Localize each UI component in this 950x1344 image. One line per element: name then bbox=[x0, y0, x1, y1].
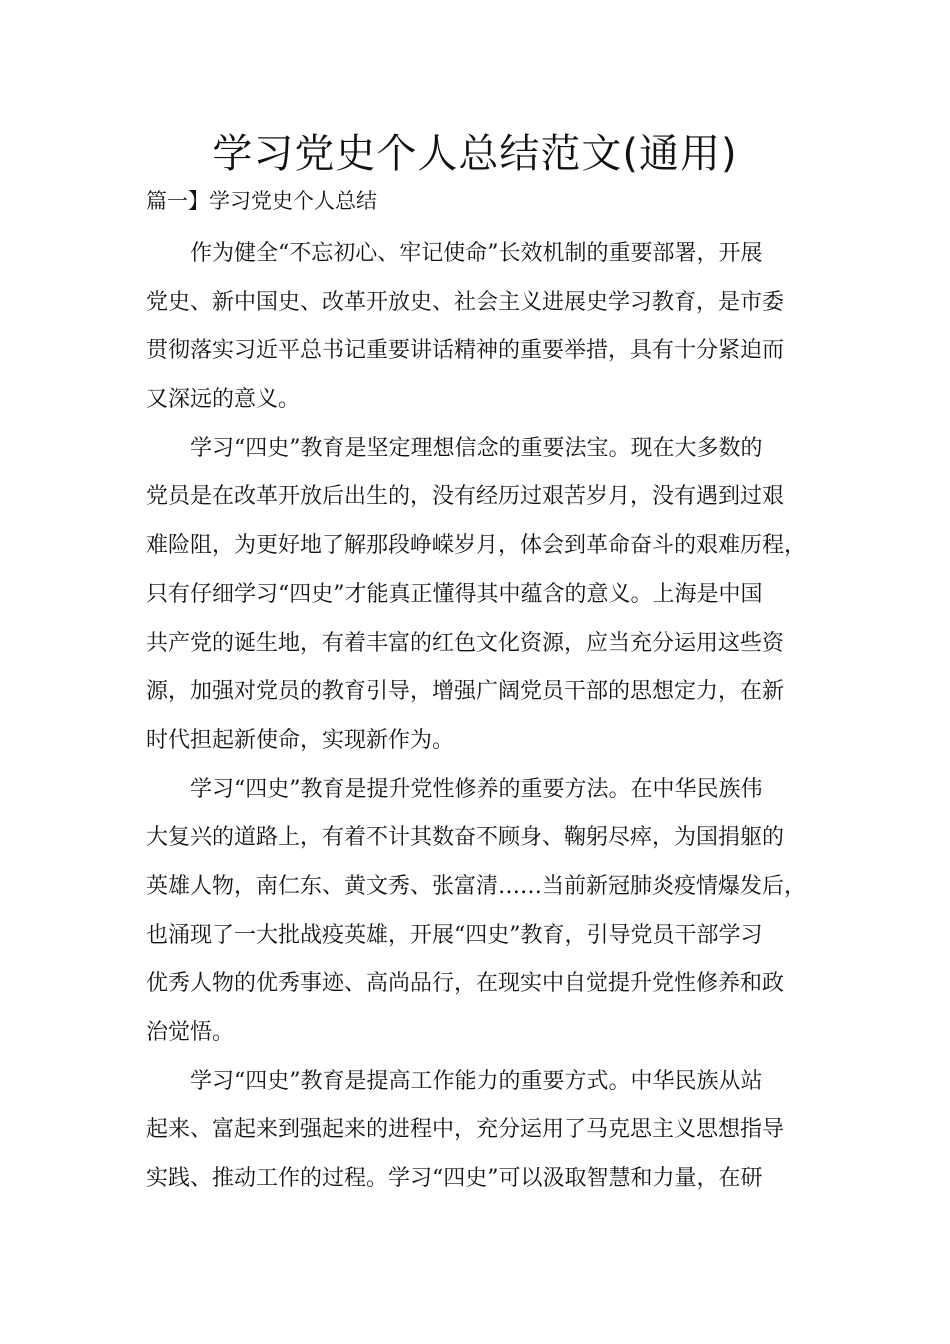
paragraph-line: 学习“四史”教育是提升党性修养的重要方法。在中华民族伟 bbox=[190, 776, 763, 802]
document-body bbox=[146, 230, 806, 1204]
paragraph-line: 起来、富起来到强起来的进程中，充分运用了马克思主义思想指导 bbox=[146, 1117, 785, 1143]
paragraph-line: 大复兴的道路上，有着不计其数奋不顾身、鞠躬尽瘁，为国捐躯的 bbox=[146, 825, 785, 851]
paragraph-line: 共产党的诞生地，有着丰富的红色文化资源，应当充分运用这些资 bbox=[146, 630, 785, 656]
section-heading: 篇一】学习党史个人总结 bbox=[146, 189, 377, 213]
document-title: 学习党史个人总结范文(通用) bbox=[212, 131, 738, 177]
paragraph-line: 作为健全“不忘初心、牢记使命”长效机制的重要部署，开展 bbox=[190, 241, 763, 266]
paragraph-line: 党史、新中国史、改革开放史、社会主义进展史学习教育，是市委 bbox=[146, 289, 785, 315]
paragraph-2 bbox=[146, 425, 806, 766]
paragraph-line: 难险阻，为更好地了解那段峥嵘岁月，体会到革命奋斗的艰难历程， bbox=[146, 533, 807, 559]
paragraph-line: 也涌现了一大批战疫英雄，开展“四史”教育，引导党员干部学习 bbox=[146, 922, 763, 948]
paragraph-3 bbox=[146, 766, 806, 1058]
paragraph-line: 时代担起新使命，实现新作为。 bbox=[146, 727, 455, 753]
paragraph-line: 又深远的意义。 bbox=[146, 387, 301, 413]
paragraph-line: 只有仔细学习“四史”才能真正懂得其中蕴含的意义。上海是中国 bbox=[146, 581, 763, 607]
paragraph-line: 源，加强对党员的教育引导，增强广阔党员干部的思想定力，在新 bbox=[146, 679, 785, 705]
paragraph-line: 贯彻落实习近平总书记重要讲话精神的重要举措，具有十分紧迫而 bbox=[146, 338, 785, 364]
paragraph-line: 治觉悟。 bbox=[146, 1020, 235, 1045]
paragraph-line: 优秀人物的优秀事迹、高尚品行，在现实中自觉提升党性修养和政 bbox=[146, 971, 785, 997]
paragraph-line: 学习“四史”教育是坚定理想信念的重要法宝。现在大多数的 bbox=[190, 435, 763, 461]
paragraph-1 bbox=[146, 230, 806, 425]
paragraph-4 bbox=[146, 1058, 806, 1204]
paragraph-line: 党员是在改革开放后出生的，没有经历过艰苦岁月，没有遇到过艰 bbox=[146, 484, 785, 510]
paragraph-line: 英雄人物，南仁东、黄文秀、张富清……当前新冠肺炎疫情爆发后， bbox=[146, 873, 807, 899]
paragraph-line: 学习“四史”教育是提高工作能力的重要方式。中华民族从站 bbox=[190, 1068, 763, 1094]
paragraph-line: 实践、推动工作的过程。学习“四史”可以汲取智慧和力量，在研 bbox=[146, 1166, 763, 1192]
